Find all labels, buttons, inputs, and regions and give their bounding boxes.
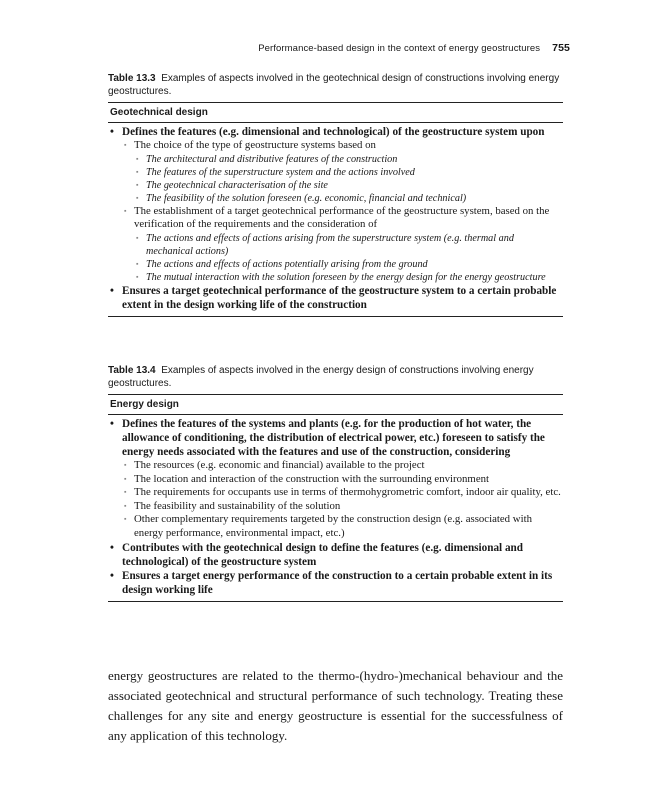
list-item: • Ensures a target energy performance of the construction to a certain probable extent in its design working life bbox=[108, 569, 563, 597]
body-paragraph: energy geostructures are related to the thermo-(hydro-)mechanical behaviour and the associated geotechnical and structural performance of such technology. Treating these challenges for any site and energy geostructure is essential for the successfulness of any application of this technology. bbox=[108, 668, 563, 743]
table-label: Table 13.4 bbox=[108, 365, 156, 376]
running-title: Performance-based design in the context of energy geostructures bbox=[258, 43, 541, 54]
list-item: • Defines the features of the systems and plants (e.g. for the production of hot water, the allowance of conditioning, the distribution of electrical power, etc.) foreseen to satisfy the energy needs associated with the features and use of the construction, considering ▪ The resources (e.g. economic and financial) available to the project ▪ The location and interaction of the construction with the surrounding environment ▪ The requirements for occupants use in terms of thermohygrometric comfort, indoor air quality, etc. ▪ The feasibility and sustainability of the solution ▪ Other complementary requirements targeted by the construction design (e.g. associated with energy performance, environmental impact, etc.) bbox=[108, 417, 563, 541]
list-item: ▪ The features of the superstructure system and the actions involved bbox=[134, 166, 563, 179]
list-item: ▪ The establishment of a target geotechnical performance of the geostructure system, based on the verification of the requirements and the consideration of ▪ The actions and effects of actions arising from the superstructure system (e.g. thermal and mechanical actions) ▪ The actions and effects of actions potentially arising from the ground ▪ The mutual interaction with the solution foreseen by the energy design for the energy geostructure bbox=[122, 205, 563, 284]
list-item: ▪ The mutual interaction with the solution foreseen by the energy design for the energy geostructure bbox=[134, 271, 563, 284]
list-item: ▪ The choice of the type of geostructure systems based on ▪ The architectural and distributive features of the construction ▪ The features of the superstructure system and the actions involved ▪ The geotechnical characterisation of the site ▪ The feasibility of the solution foreseen (e.g. economic, financial and technical) bbox=[122, 139, 563, 205]
list-item: ▪ Other complementary requirements targeted by the construction design (e.g. associated with energy performance, environmental impact, etc.) bbox=[122, 513, 563, 540]
list-item: ▪ The feasibility and sustainability of the solution bbox=[122, 500, 563, 514]
list-item: ▪ The requirements for occupants use in terms of thermohygrometric comfort, indoor air quality, etc. bbox=[122, 486, 563, 500]
list-item: ▪ The actions and effects of actions arising from the superstructure system (e.g. thermal and mechanical actions) bbox=[134, 232, 563, 258]
table-caption-text: Examples of aspects involved in the geotechnical design of constructions involving energy geostructures. bbox=[108, 73, 560, 97]
table-13-4 bbox=[108, 364, 563, 602]
page-number: 755 bbox=[552, 42, 570, 54]
table-label: Table 13.3 bbox=[108, 73, 156, 84]
table-13-3 bbox=[108, 72, 563, 317]
list-item: • Contributes with the geotechnical design to define the features (e.g. dimensional and technological) of the geostructure system bbox=[108, 541, 563, 569]
running-head bbox=[258, 42, 570, 54]
list-item: ▪ The actions and effects of actions potentially arising from the ground bbox=[134, 258, 563, 271]
list-item: • Defines the features (e.g. dimensional and technological) of the geostructure system upon ▪ The choice of the type of geostructure systems based on ▪ The architectural and distributive features of the construction ▪ The features of the superstructure system and the actions involved ▪ The geotechnical characterisation of the site ▪ The feasibility of the solution foreseen (e.g. economic, financial and technical) ▪ The establishment of a target geotechnical performance of the geostructure system, based on the verification of the requirements and the consideration of ▪ The actions and effects of actions arising from the superstructure system (e.g. thermal and mechanical actions) ▪ The actions and effects of actions potentially arising from the ground ▪ The mutual interaction with the solution foreseen by the energy design for the energy geostructure bbox=[108, 125, 563, 284]
table-body bbox=[108, 123, 563, 316]
table-column-header: Energy design bbox=[110, 399, 179, 410]
list-item: ▪ The architectural and distributive features of the construction bbox=[134, 153, 563, 166]
table-caption-text: Examples of aspects involved in the energy design of constructions involving energy geostructures. bbox=[108, 365, 534, 389]
table-caption bbox=[108, 72, 563, 98]
table-column-header: Geotechnical design bbox=[110, 107, 208, 118]
list-item: ▪ The location and interaction of the construction with the surrounding environment bbox=[122, 473, 563, 487]
list-item: ▪ The feasibility of the solution foreseen (e.g. economic, financial and technical) bbox=[134, 192, 563, 205]
list-item: • Ensures a target geotechnical performance of the geostructure system to a certain probable extent in the design working life of the construction bbox=[108, 284, 563, 312]
table-body bbox=[108, 415, 563, 601]
list-item: ▪ The resources (e.g. economic and financial) available to the project bbox=[122, 459, 563, 473]
table-caption bbox=[108, 364, 563, 390]
list-item: ▪ The geotechnical characterisation of the site bbox=[134, 179, 563, 192]
